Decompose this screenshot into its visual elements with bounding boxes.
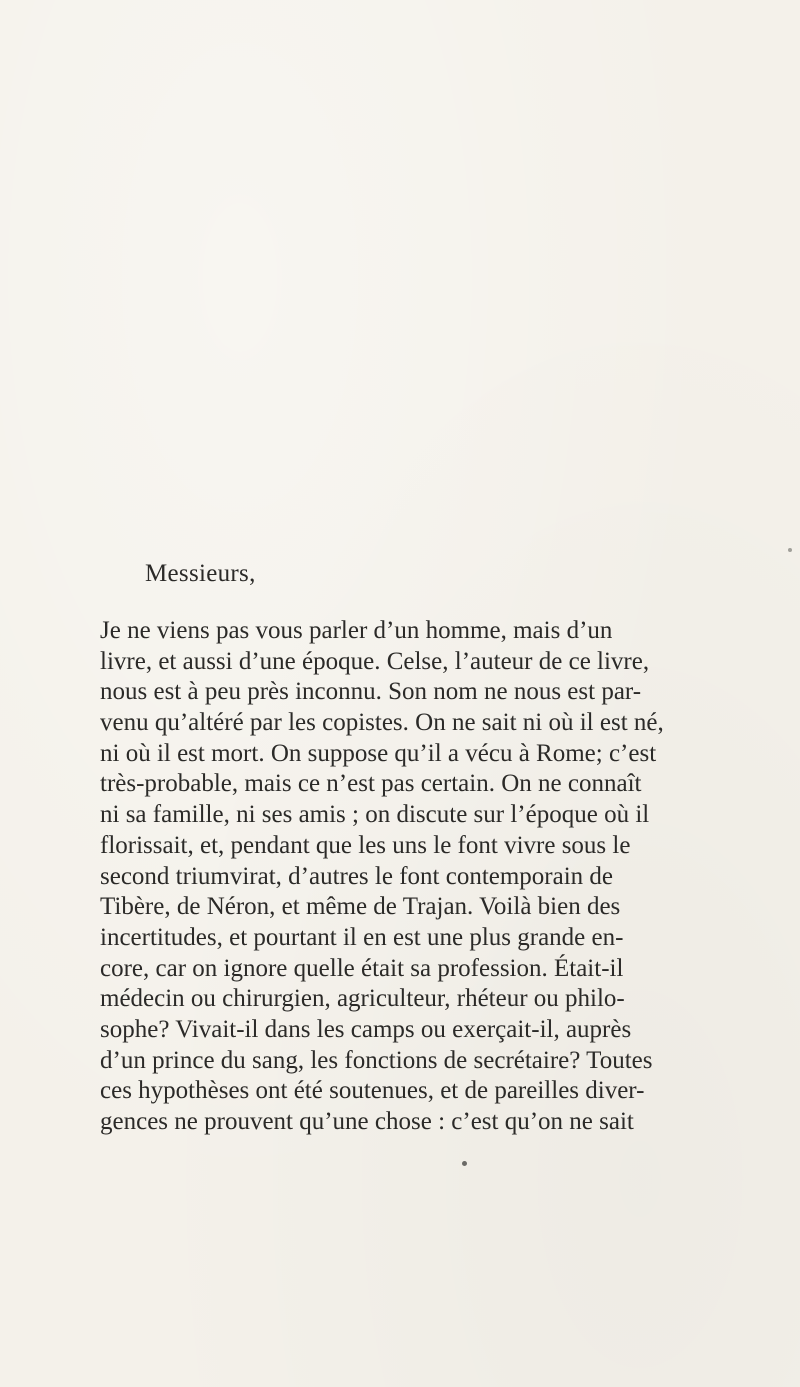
text-line: très-probable, mais ce n’est pas certain. On ne connaît <box>100 770 642 798</box>
text-line: gences ne prouvent qu’une chose : c’est qu’on ne sait <box>100 1108 634 1135</box>
salutation: Messieurs, <box>145 560 256 587</box>
text-line: médecin ou chirurgien, agriculteur, rhéteur ou philo- <box>100 985 625 1013</box>
text-line: core, car on ignore quelle était sa profession. Était-il <box>100 954 624 982</box>
paper-speck <box>462 1161 467 1166</box>
text-line: ces hypothèses ont été soutenues, et de pareilles diver- <box>100 1077 645 1105</box>
text-line: Tibère, de Néron, et même de Trajan. Voilà bien des <box>100 893 621 921</box>
text-line: d’un prince du sang, les fonctions de secrétaire? Toutes <box>100 1046 653 1074</box>
text-line: second triumvirat, d’autres le font contemporain de <box>100 862 614 890</box>
text-line: florissait, et, pendant que les uns le font vivre sous le <box>100 831 631 859</box>
text-line: sophe? Vivait-il dans les camps ou exerçait-il, auprès <box>100 1015 632 1043</box>
body-paragraph <box>100 616 800 1138</box>
paper-speck <box>788 548 792 552</box>
text-line: ni où il est mort. On suppose qu’il a vécu à Rome; c’est <box>100 739 657 767</box>
text-line: livre, et aussi d’une époque. Celse, l’auteur de ce livre, <box>100 647 650 675</box>
text-line: nous est à peu près inconnu. Son nom ne nous est par- <box>100 678 642 706</box>
text-line: venu qu’altéré par les copistes. On ne sait ni où il est né, <box>100 709 664 737</box>
text-line: Je ne viens pas vous parler d’un homme, mais d’un <box>100 617 613 644</box>
text-line: ni sa famille, ni ses amis ; on discute sur l’époque où il <box>100 801 650 829</box>
text-line: incertitudes, et pourtant il en est une plus grande en- <box>100 923 624 951</box>
